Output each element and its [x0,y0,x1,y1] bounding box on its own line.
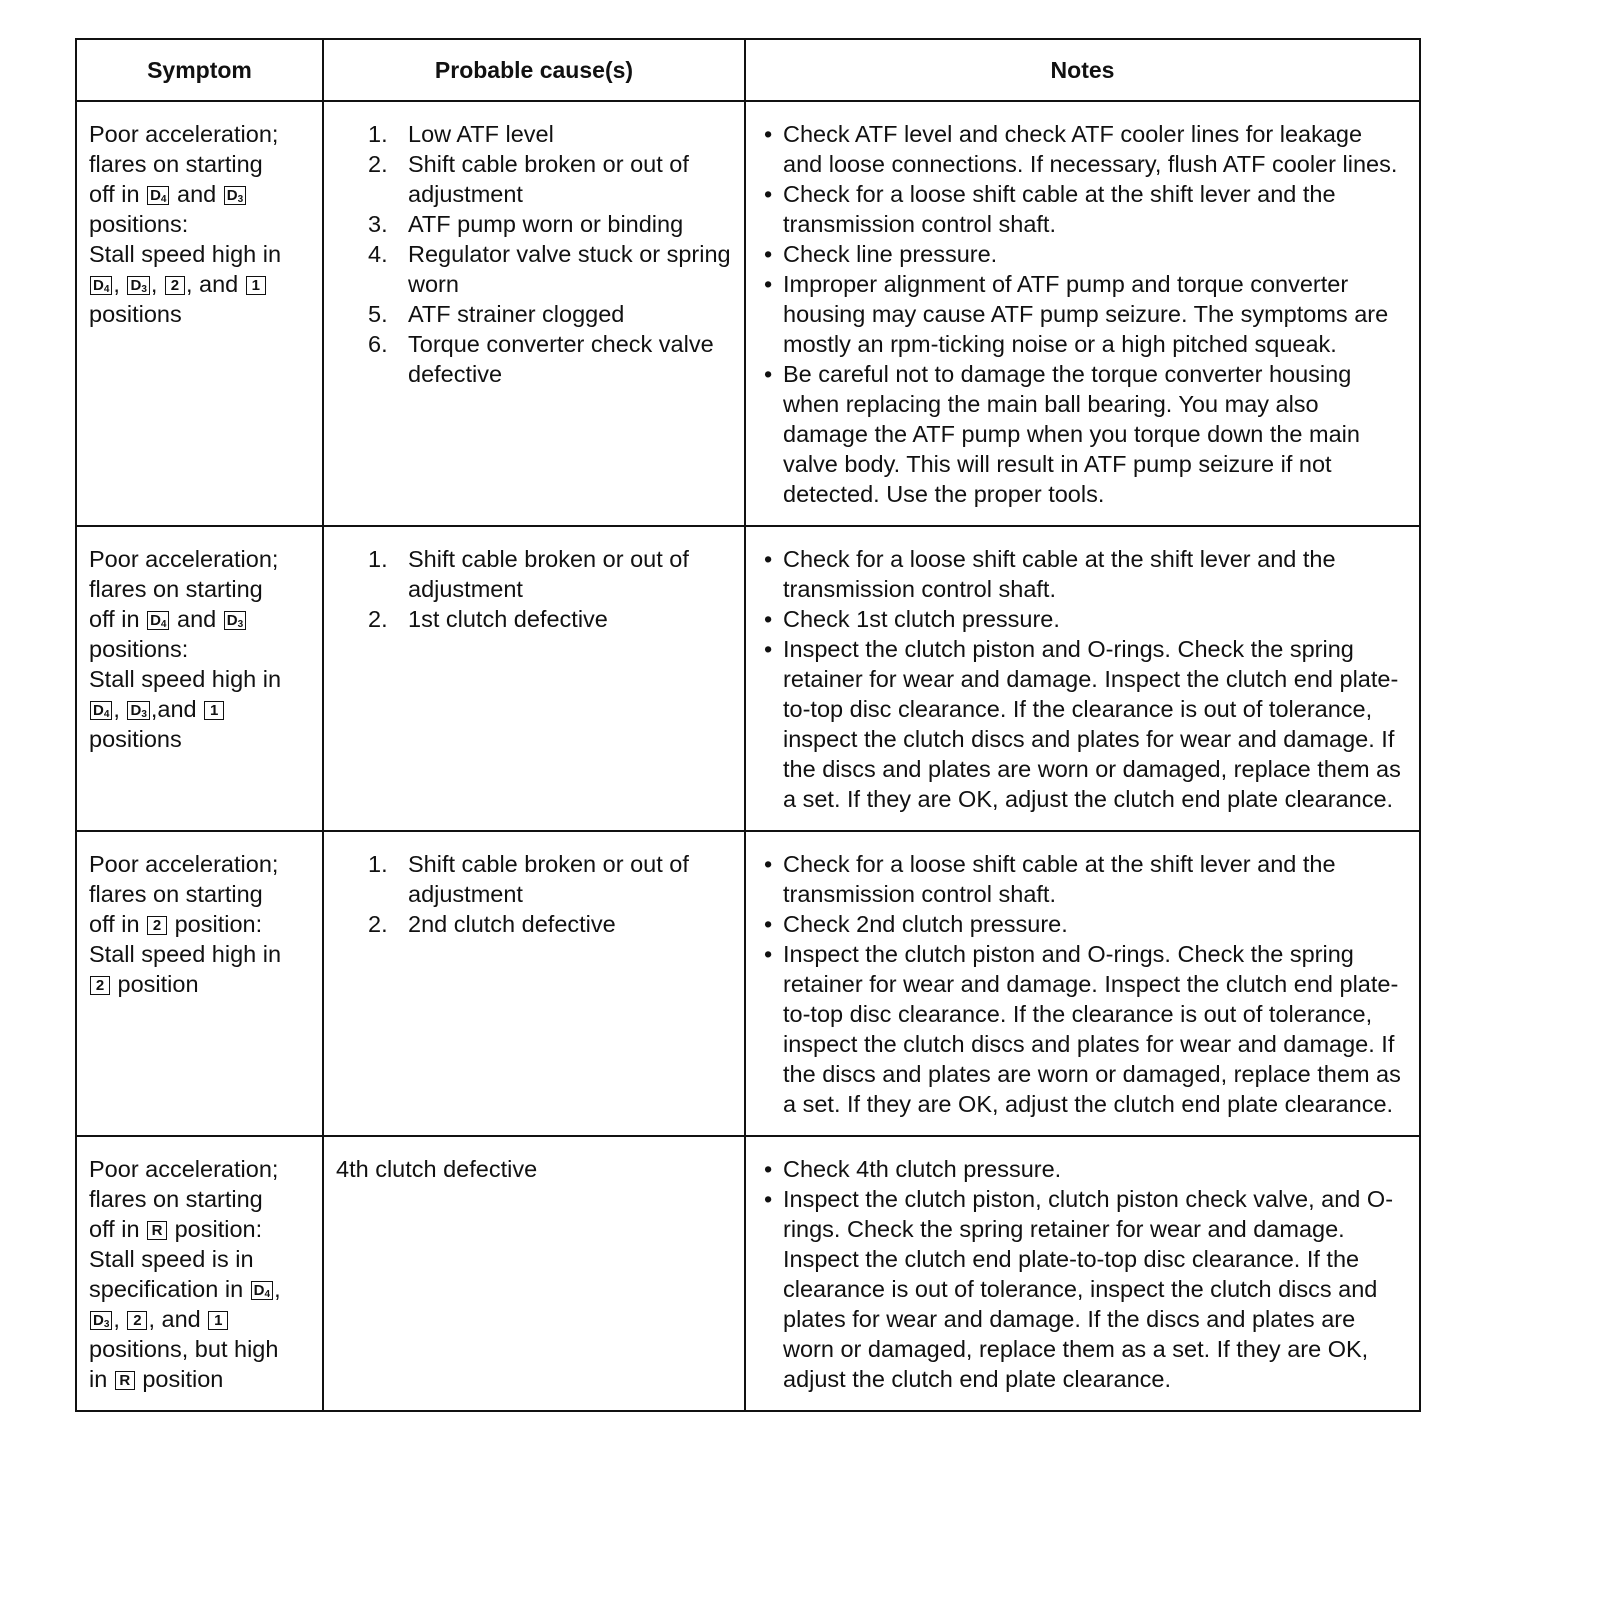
symptom-line: Poor acceleration; [89,851,279,877]
symptom-line: Stall speed high in [89,666,282,692]
symptom-line [89,909,312,939]
symptom-line [89,1304,312,1334]
position-2-box: 2 [165,276,185,295]
cause-number: 4. [368,241,388,267]
symptom-cell [76,526,323,831]
position-d4-box: $D_4$ [147,611,169,630]
causes-cell [323,101,745,526]
cause-number: 2. [368,911,388,937]
cause-item [336,119,734,149]
position-d3-box: $D_3$ [127,276,149,295]
cause-item [336,299,734,329]
note-item: • Check 2nd clutch pressure. [758,909,1409,939]
symptom-line: Stall speed high in [89,241,282,267]
symptom-line: positions: [89,636,189,662]
cause-item [336,909,734,939]
causes-cell [323,526,745,831]
note-item: • Check for a loose shift cable at the shift lever and the transmission control shaft. [758,849,1409,909]
header-notes: Notes [745,39,1420,101]
symptom-line: flares on starting [89,576,263,602]
cause-number: 6. [368,331,388,357]
causes-cell [323,831,745,1136]
position-d4-box: $D_4$ [251,1281,273,1300]
position-d4-box: $D_4$ [90,276,112,295]
note-item: • Inspect the clutch piston, clutch piston check valve, and O-rings. Check the spring retainer for wear and damage. Inspect the clutch end plate-to-top disc clearance. If the clearance is out of tolerance, inspect the clutch discs and plates for wear and damage. If the discs and plates are worn or damaged, replace them as a set. If they are OK, adjust the clutch end plate clearance. [758,1184,1409,1394]
symptom-line: positions: [89,211,189,237]
table-row [76,831,1420,1136]
position-r-box: R [147,1221,167,1240]
cause-text: ATF pump worn or binding [408,211,684,237]
symptom-line [89,1214,312,1244]
causes-cell [323,1136,745,1411]
cause-text: Low ATF level [408,121,554,147]
position-1-box: 1 [246,276,266,295]
symptom-cell [76,831,323,1136]
cause-item [336,604,734,634]
cause-number: 2. [368,606,388,632]
symptom-text: and [177,181,217,207]
cause-text: 2nd clutch defective [408,911,616,937]
cause-number: 3. [368,211,388,237]
notes-list [758,119,1409,509]
symptom-line: Poor acceleration; [89,1156,279,1182]
troubleshooting-table [75,38,1421,1412]
symptom-line [89,604,312,634]
cause-number: 2. [368,151,388,177]
symptom-text: position: [174,911,263,937]
cause-number: 1. [368,546,388,572]
note-item: • Check for a loose shift cable at the shift lever and the transmission control shaft. [758,544,1409,604]
notes-cell [745,101,1420,526]
symptom-line [89,969,312,999]
header-symptom: Symptom [76,39,323,101]
position-2-box: 2 [127,1311,147,1330]
symptom-line: flares on starting [89,151,263,177]
symptom-text: , and [185,271,239,297]
notes-cell [745,1136,1420,1411]
cause-item [336,149,734,209]
header-row [76,39,1420,101]
symptom-line [89,269,312,299]
position-d3-box: $D_3$ [90,1311,112,1330]
cause-text: Torque converter check valve defective [408,331,714,387]
cause-number: 1. [368,121,388,147]
header-causes: Probable cause(s) [323,39,745,101]
note-item: • Be careful not to damage the torque converter housing when replacing the main ball bearing. You may also damage the ATF pump when you torque down the main valve body. This will result in ATF pump seizure if not detected. Use the proper tools. [758,359,1409,509]
cause-text: Regulator valve stuck or spring worn [408,241,731,297]
cause-number: 1. [368,851,388,877]
note-item: • Check 1st clutch pressure. [758,604,1409,634]
notes-cell [745,526,1420,831]
symptom-text: , and [148,1306,201,1332]
cause-list [336,544,734,634]
table-row [76,101,1420,526]
symptom-line: Stall speed high in [89,941,282,967]
symptom-cell [76,101,323,526]
notes-cell [745,831,1420,1136]
position-d3-box: $D_3$ [127,701,149,720]
position-2-box: 2 [90,976,110,995]
symptom-cell [76,1136,323,1411]
symptom-line [89,1364,312,1394]
symptom-text: ,and [150,696,197,722]
position-d4-box: $D_4$ [90,701,112,720]
symptom-text: and [177,606,217,632]
cause-item [336,209,734,239]
symptom-text: off in [89,606,140,632]
symptom-text: , [274,1276,281,1302]
note-item: • Improper alignment of ATF pump and torque converter housing may cause ATF pump seizure. The symptoms are mostly an rpm-ticking noise or a high pitched squeak. [758,269,1409,359]
note-item: • Check 4th clutch pressure. [758,1154,1409,1184]
cause-text: Shift cable broken or out of adjustment [408,546,689,602]
cause-text: ATF strainer clogged [408,301,625,327]
symptom-text: position [142,1366,224,1392]
symptom-text: off in [89,911,140,937]
position-d3-box: $D_3$ [224,186,246,205]
position-r-box: R [115,1371,135,1390]
symptom-line: flares on starting [89,1186,263,1212]
cause-text: 4th clutch defective [336,1156,538,1182]
symptom-text: specification in [89,1276,244,1302]
cause-item [336,849,734,909]
symptom-text: position: [174,1216,263,1242]
symptom-text: position [117,971,199,997]
cause-item [336,239,734,299]
symptom-line: flares on starting [89,881,263,907]
symptom-line: positions [89,726,182,752]
notes-list [758,1154,1409,1394]
position-2-box: 2 [147,916,167,935]
symptom-text: , [113,271,120,297]
notes-list [758,849,1409,1119]
note-item: • Check ATF level and check ATF cooler lines for leakage and loose connections. If necessary, flush ATF cooler lines. [758,119,1409,179]
note-item: • Inspect the clutch piston and O-rings. Check the spring retainer for wear and damage. Inspect the clutch end plate-to-top disc clearance. If the clearance is out of tolerance, inspect the clutch discs and plates for wear and damage. If the discs and plates are worn or damaged, replace them as a set. If they are OK, adjust the clutch end plate clearance. [758,634,1409,814]
position-d4-box: $D_4$ [147,186,169,205]
symptom-line: positions [89,301,182,327]
cause-text: Shift cable broken or out of adjustment [408,151,689,207]
note-item: • Check for a loose shift cable at the shift lever and the transmission control shaft. [758,179,1409,239]
note-item: • Check line pressure. [758,239,1409,269]
cause-list [336,849,734,939]
cause-item [336,329,734,389]
symptom-line [89,1274,312,1304]
symptom-text: , [113,696,120,722]
notes-list [758,544,1409,814]
cause-item [336,544,734,604]
symptom-line [89,179,312,209]
cause-text: Shift cable broken or out of adjustment [408,851,689,907]
symptom-text: off in [89,181,140,207]
symptom-line: positions, but high [89,1336,279,1362]
symptom-text: , [113,1306,120,1332]
symptom-text: off in [89,1216,140,1242]
symptom-text: in [89,1366,108,1392]
position-1-box: 1 [204,701,224,720]
symptom-line: Poor acceleration; [89,546,279,572]
cause-number: 5. [368,301,388,327]
note-item: • Inspect the clutch piston and O-rings. Check the spring retainer for wear and damage. Inspect the clutch end plate-to-top disc clearance. If the clearance is out of tolerance, inspect the clutch discs and plates for wear and damage. If the discs and plates are worn or damaged, replace them as a set. If they are OK, adjust the clutch end plate clearance. [758,939,1409,1119]
symptom-line: Stall speed is in [89,1246,254,1272]
table-row [76,526,1420,831]
table-row [76,1136,1420,1411]
symptom-text: , [150,271,158,297]
symptom-line: Poor acceleration; [89,121,279,147]
cause-list [336,119,734,389]
position-d3-box: $D_3$ [224,611,246,630]
position-1-box: 1 [208,1311,228,1330]
cause-text: 1st clutch defective [408,606,608,632]
symptom-line [89,694,312,724]
